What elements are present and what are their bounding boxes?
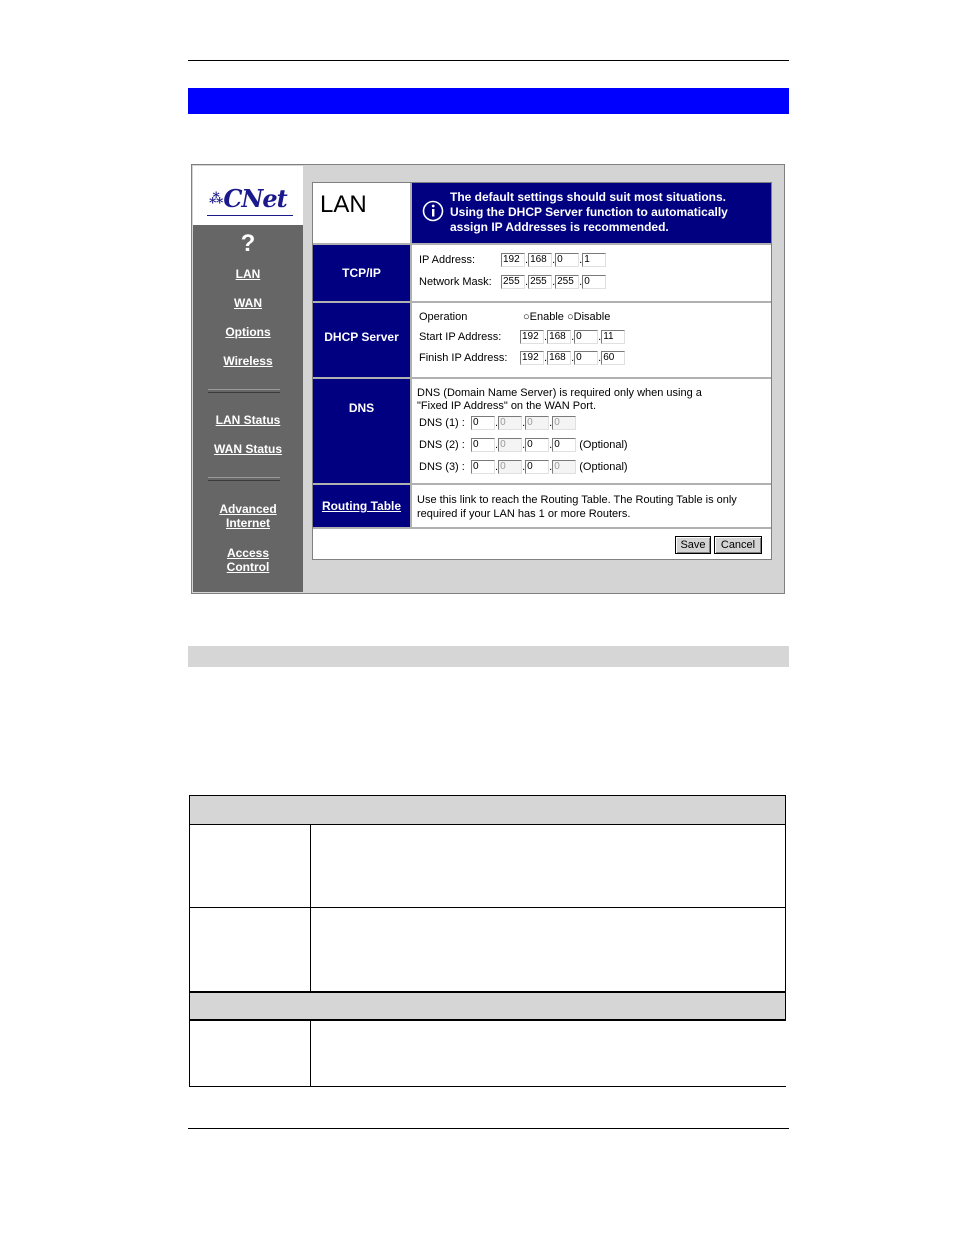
dns3-octet-4[interactable]: 0 [552, 460, 576, 474]
dns1-row: DNS (1) : 0 . 0 . 0 . 0 [419, 416, 769, 430]
start-octet-3[interactable]: 0 [574, 330, 598, 344]
finish-octet-1[interactable]: 192 [520, 351, 544, 365]
finish-ip-label: Finish IP Address: [419, 351, 508, 364]
finish-octet-2[interactable]: 168 [547, 351, 571, 365]
dns1-octet-4[interactable]: 0 [552, 416, 576, 430]
page-title: LAN [320, 191, 367, 218]
dns2-octet-1[interactable]: 0 [471, 438, 495, 452]
finish-ip-row: Finish IP Address: 192 . 168 . 0 . 60 [419, 351, 769, 365]
mask-octet-2[interactable]: 255 [528, 275, 552, 289]
enable-radio[interactable]: ○ [523, 311, 530, 323]
logo-underline [207, 215, 293, 216]
start-ip-label: Start IP Address: [419, 330, 502, 343]
table-rule [189, 1086, 786, 1087]
dns2-octet-3[interactable]: 0 [525, 438, 549, 452]
routing-label-cell [313, 485, 410, 527]
subsection-heading-bar [188, 646, 789, 667]
dns3-optional: (Optional) [579, 460, 628, 473]
dns3-octet-2[interactable]: 0 [498, 460, 522, 474]
dns2-label: DNS (2) : [419, 438, 465, 451]
routing-table-link[interactable]: Routing Table [321, 499, 402, 513]
ip-octet-2[interactable]: 168 [528, 253, 552, 267]
save-button[interactable]: Save [675, 536, 711, 554]
table-rule [189, 795, 786, 796]
dns-label-cell [313, 379, 410, 483]
disable-label: Disable [573, 311, 611, 323]
dns1-octet-3[interactable]: 0 [525, 416, 549, 430]
cancel-button[interactable]: Cancel [714, 536, 762, 554]
ip-address-label: IP Address: [419, 253, 476, 266]
column-divider [410, 183, 412, 529]
dhcp-label-cell [313, 303, 410, 377]
dns2-row: DNS (2) : 0 . 0 . 0 . 0 (Optional) [419, 438, 628, 451]
info-icon [422, 200, 444, 222]
disable-radio[interactable]: ○ [566, 311, 574, 323]
network-mask-row: Network Mask: 255 . 255 . 255 . 0 [419, 275, 769, 289]
enable-label: Enable [529, 311, 564, 323]
dhcp-label: DHCP Server [324, 330, 399, 344]
table-left-border [189, 795, 190, 1087]
tcpip-label-cell [313, 245, 410, 301]
mask-octet-4[interactable]: 0 [582, 275, 606, 289]
dns2-octet-2[interactable]: 0 [498, 438, 522, 452]
dns3-octet-3[interactable]: 0 [525, 460, 549, 474]
nav-options[interactable]: Options [225, 325, 271, 339]
nav-separator [208, 389, 280, 393]
sidebar [193, 166, 303, 592]
table-column-divider [310, 1021, 311, 1087]
info-banner [412, 183, 771, 243]
dns1-octet-2[interactable]: 0 [498, 416, 522, 430]
lan-settings-panel [312, 182, 772, 560]
help-icon[interactable]: ? [240, 230, 256, 257]
start-ip-row: Start IP Address: 192 . 168 . 0 . 11 [419, 330, 769, 344]
finish-octet-4[interactable]: 60 [601, 351, 625, 365]
page-title-cell [313, 183, 410, 243]
dns3-octet-1[interactable]: 0 [471, 460, 495, 474]
start-octet-1[interactable]: 192 [520, 330, 544, 344]
section-heading-bar [188, 88, 789, 114]
table-rule [189, 824, 786, 825]
mask-octet-1[interactable]: 255 [501, 275, 525, 289]
routing-description: Use this link to reach the Routing Table. The Routing Table is only required if your LAN has 1 or more Routers. [417, 494, 737, 520]
mask-octet-3[interactable]: 255 [555, 275, 579, 289]
top-rule [188, 60, 789, 61]
table-column-divider [310, 824, 311, 992]
nav-access-control[interactable]: Access Control [226, 546, 270, 574]
dns1-label: DNS (1) : [419, 416, 465, 429]
ip-octet-1[interactable]: 192 [501, 253, 525, 267]
table-right-border [785, 795, 786, 1021]
dns2-octet-4[interactable]: 0 [552, 438, 576, 452]
operation-label: Operation [419, 311, 468, 323]
network-mask-label: Network Mask: [419, 275, 492, 288]
row-divider [313, 527, 771, 529]
cnet-logo: ⁂CNet [209, 184, 287, 213]
info-line: The default settings should suit most situations. [450, 190, 727, 204]
ip-octet-4[interactable]: 1 [582, 253, 606, 267]
router-lan-screenshot [191, 164, 785, 594]
start-octet-4[interactable]: 11 [601, 330, 625, 344]
bottom-rule [188, 1128, 789, 1129]
dhcp-operation-row [419, 311, 769, 323]
dns3-label: DNS (3) : [419, 460, 465, 473]
dns-description: DNS (Domain Name Server) is required only when using a "Fixed IP Address" on the WAN Port. [417, 387, 702, 412]
table-header-row [189, 993, 785, 1020]
info-line: Using the DHCP Server function to automatically [450, 205, 728, 219]
dns-label: DNS [348, 401, 375, 415]
nav-separator [208, 477, 280, 481]
dns2-optional: (Optional) [579, 438, 628, 451]
finish-octet-3[interactable]: 0 [574, 351, 598, 365]
dns3-row: DNS (3) : 0 . 0 . 0 . 0 (Optional) [419, 460, 628, 473]
nav-wan[interactable]: WAN [234, 296, 262, 310]
tcpip-label: TCP/IP [342, 266, 381, 280]
logo-area [193, 166, 303, 225]
ip-address-row: IP Address: 192 . 168 . 0 . 1 [419, 253, 769, 267]
nav-wireless[interactable]: Wireless [223, 354, 273, 368]
start-octet-2[interactable]: 168 [547, 330, 571, 344]
nav-wan-status[interactable]: WAN Status [213, 442, 282, 456]
dns1-octet-1[interactable]: 0 [471, 416, 495, 430]
ip-octet-3[interactable]: 0 [555, 253, 579, 267]
table-rule [189, 1019, 786, 1021]
table-rule [189, 991, 786, 993]
nav-lan[interactable]: LAN [235, 267, 261, 281]
table-header-row [189, 796, 785, 824]
nav-advanced-internet[interactable]: Advanced Internet [219, 502, 277, 530]
table-rule [189, 907, 786, 908]
nav-lan-status[interactable]: LAN Status [215, 413, 281, 427]
info-line: assign IP Addresses is recommended. [450, 220, 669, 234]
